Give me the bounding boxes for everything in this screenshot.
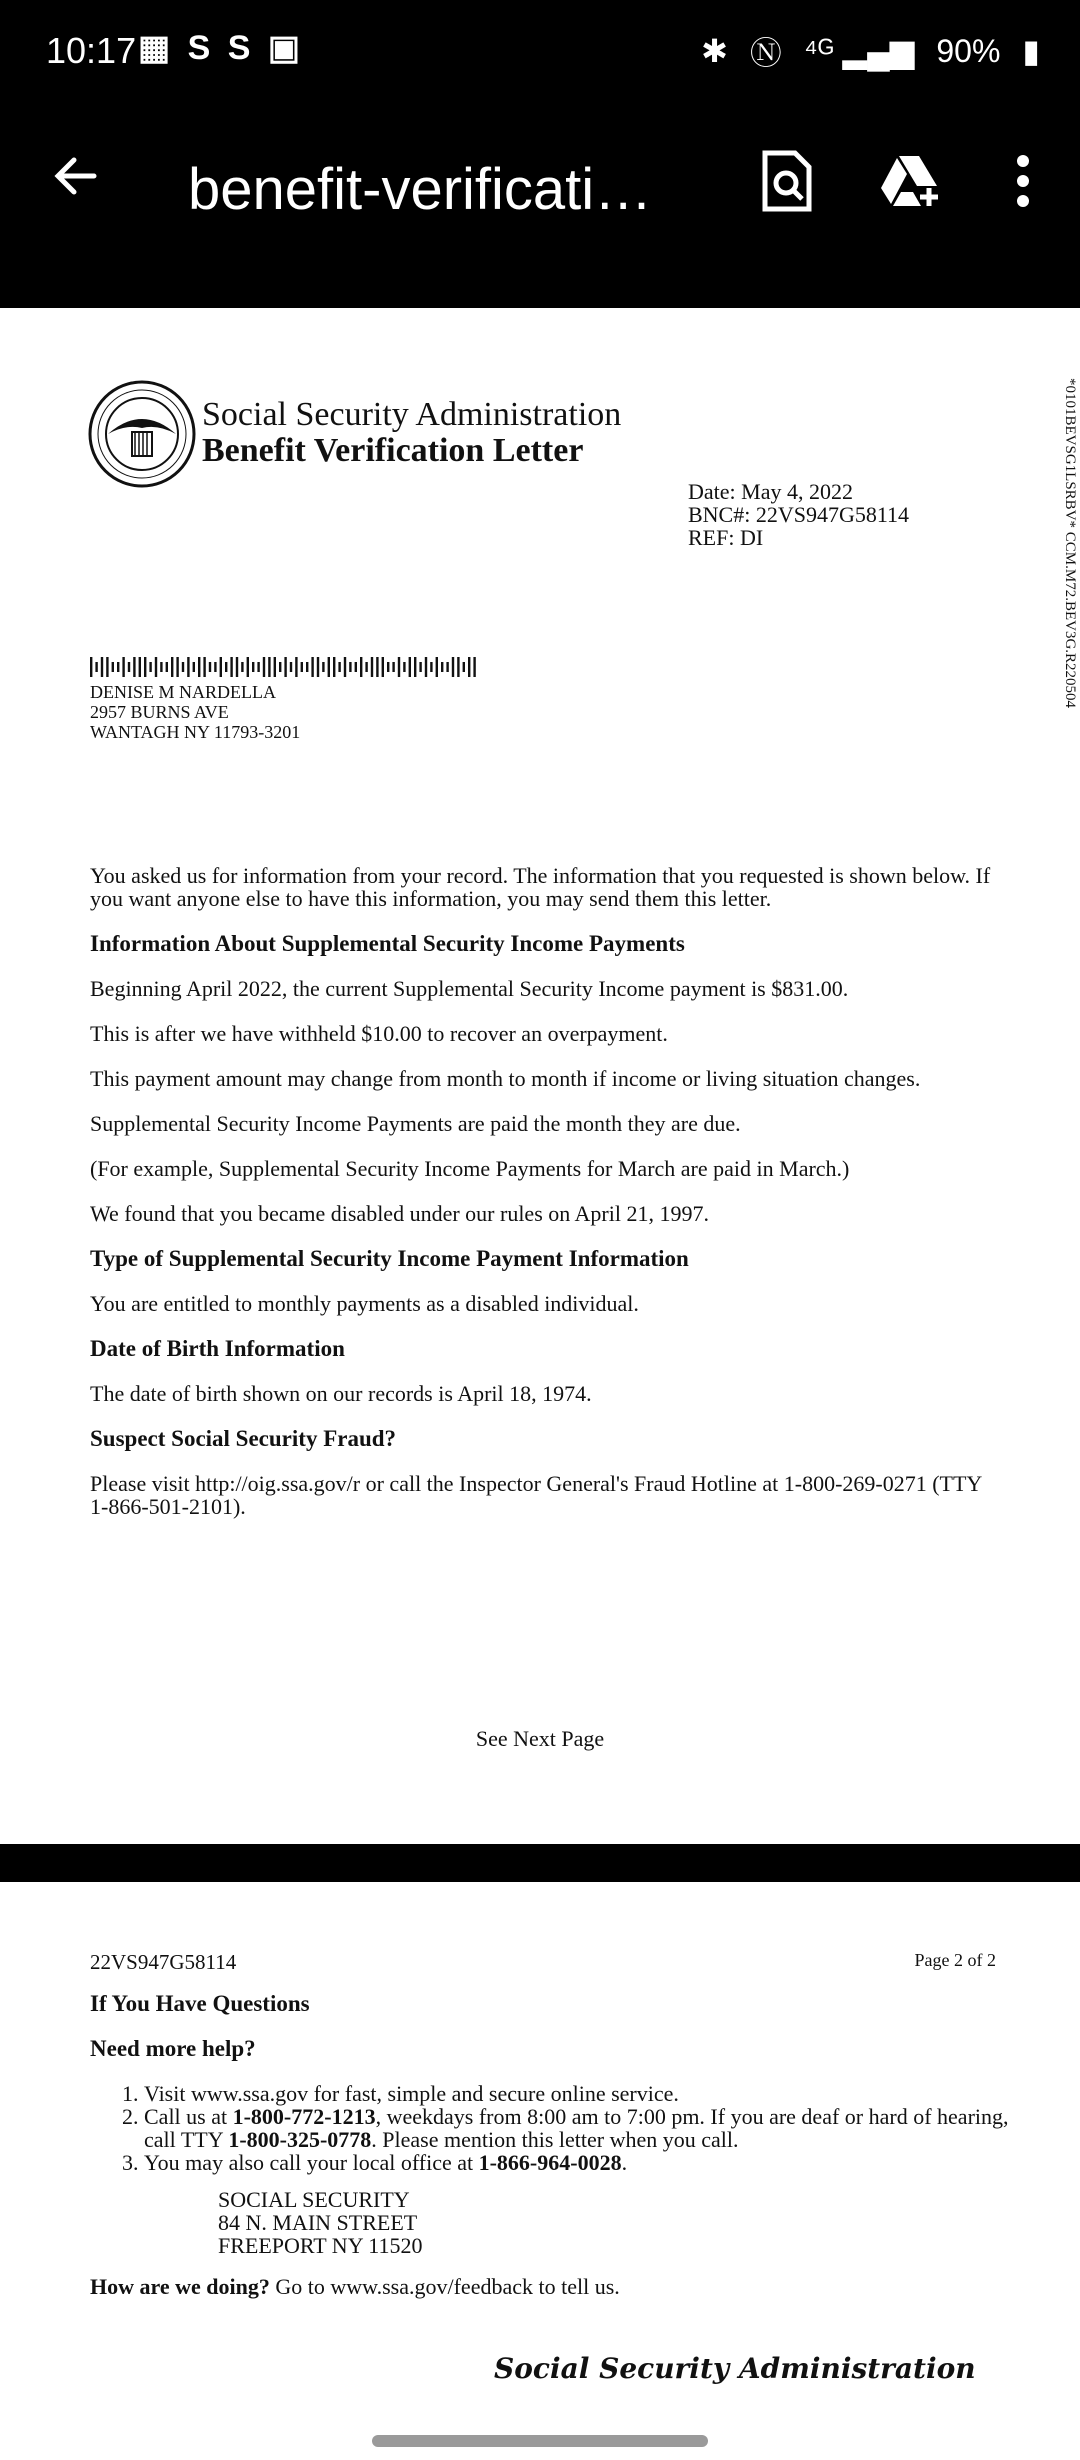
notification-icons: ▦ S S ▣ (138, 29, 304, 67)
see-next-page: See Next Page (475, 1726, 605, 1751)
due-paragraph: Supplemental Security Income Payments are paid the month they are due. (90, 1111, 741, 1136)
recipient-address (90, 682, 300, 742)
office-address (218, 2188, 1010, 2257)
section-heading-dob: Date of Birth Information (90, 1336, 345, 1361)
page2-body (90, 1992, 1010, 2320)
letter-body (90, 864, 1000, 1540)
side-code: *0101BEVSG1LSRBV* CCM.M72.BEV3G.R220504 (1062, 378, 1078, 709)
gesture-nav-bar[interactable] (372, 2435, 708, 2447)
letter-meta (688, 480, 909, 549)
document-page-2 (0, 1882, 1080, 2460)
intro-paragraph: You asked us for information from your record. The information that you requested is shown below. If you want anyone else to have this information, you may send them this letter. (90, 863, 991, 911)
nfc-icon: Ⓝ (749, 35, 782, 71)
section-heading-type: Type of Supplemental Security Income Payment Information (90, 1246, 689, 1271)
status-bar (0, 0, 1080, 100)
back-arrow-icon[interactable] (46, 146, 106, 206)
more-vert-icon[interactable] (988, 146, 1058, 216)
letter-title: Benefit Verification Letter (202, 432, 584, 469)
example-paragraph: (For example, Supplemental Security Income Payments for March are paid in March.) (90, 1156, 850, 1181)
help-list (90, 2082, 1010, 2174)
list-item: 2. Call us at 1-800-772-1213, weekdays from 8:00 am to 7:00 pm. If you are deaf or hard of hearing, call TTY 1-800-325-0778. Please mention this letter when you call. (144, 2105, 1010, 2151)
battery-percent: 90% (936, 32, 1001, 69)
battery-icon: ▮ (1022, 33, 1040, 69)
address-line: 84 N. MAIN STREET (218, 2210, 418, 2235)
signature: Social Security Administration (494, 2352, 976, 2385)
app-bar (0, 100, 1080, 308)
dob-paragraph: The date of birth shown on our records is April 18, 1974. (90, 1381, 592, 1406)
entitled-paragraph: You are entitled to monthly payments as a disabled individual. (90, 1291, 639, 1316)
system-icons (701, 28, 1040, 74)
status-time: 10:17 (46, 30, 137, 71)
phone-number: 1-800-772-1213 (232, 2104, 376, 2129)
feedback-line: How are we doing? Go to www.ssa.gov/feedback to tell us. (90, 2274, 620, 2299)
questions-heading: If You Have Questions (90, 1991, 310, 2016)
address-line: FREEPORT NY 11520 (218, 2233, 423, 2258)
local-phone: 1-866-964-0028 (478, 2150, 622, 2175)
add-to-drive-icon[interactable] (876, 146, 946, 216)
disabled-paragraph: We found that you became disabled under our rules on April 21, 1997. (90, 1201, 709, 1226)
address-line: SOCIAL SECURITY (218, 2187, 410, 2212)
letter-date: Date: May 4, 2022 (688, 479, 853, 504)
list-item: 1. Visit www.ssa.gov for fast, simple and secure online service. (144, 2082, 1010, 2105)
ssa-seal-icon (88, 380, 196, 488)
search-document-icon[interactable] (752, 146, 822, 216)
list-item: 3. You may also call your local office at 1-866-964-0028. (144, 2151, 1010, 2174)
bluetooth-icon: ✱ (701, 33, 728, 69)
change-paragraph: This payment amount may change from month to month if income or living situation changes. (90, 1066, 921, 1091)
payment-paragraph: Beginning April 2022, the current Supplemental Security Income payment is $831.00. (90, 976, 849, 1001)
postal-barcode-icon (90, 656, 482, 678)
address-line: WANTAGH NY 11793-3201 (90, 722, 301, 742)
tty-number: 1-800-325-0778 (228, 2127, 372, 2152)
document-title: benefit-verificati… (188, 157, 653, 222)
section-heading-ssi: Information About Supplemental Security Income Payments (90, 931, 685, 956)
ref-code: REF: DI (688, 525, 764, 550)
withheld-paragraph: This is after we have withheld $10.00 to recover an overpayment. (90, 1021, 668, 1046)
document-page-1 (0, 308, 1080, 1844)
section-heading-fraud: Suspect Social Security Fraud? (90, 1426, 397, 1451)
page2-ref: 22VS947G58114 (90, 1950, 237, 1974)
help-heading: Need more help? (90, 2036, 256, 2061)
page-number: Page 2 of 2 (914, 1950, 996, 1970)
bnc-number: BNC#: 22VS947G58114 (688, 502, 910, 527)
address-line: DENISE M NARDELLA (90, 682, 276, 702)
fraud-paragraph: Please visit http://oig.ssa.gov/r or call the Inspector General's Fraud Hotline at 1-800-269-0271 (TTY 1-866-501-2101). (90, 1471, 982, 1519)
signal-icon: ⁴ᴳ ▂▄▆ (803, 33, 915, 69)
agency-name: Social Security Administration (202, 396, 622, 433)
address-line: 2957 BURNS AVE (90, 702, 229, 722)
